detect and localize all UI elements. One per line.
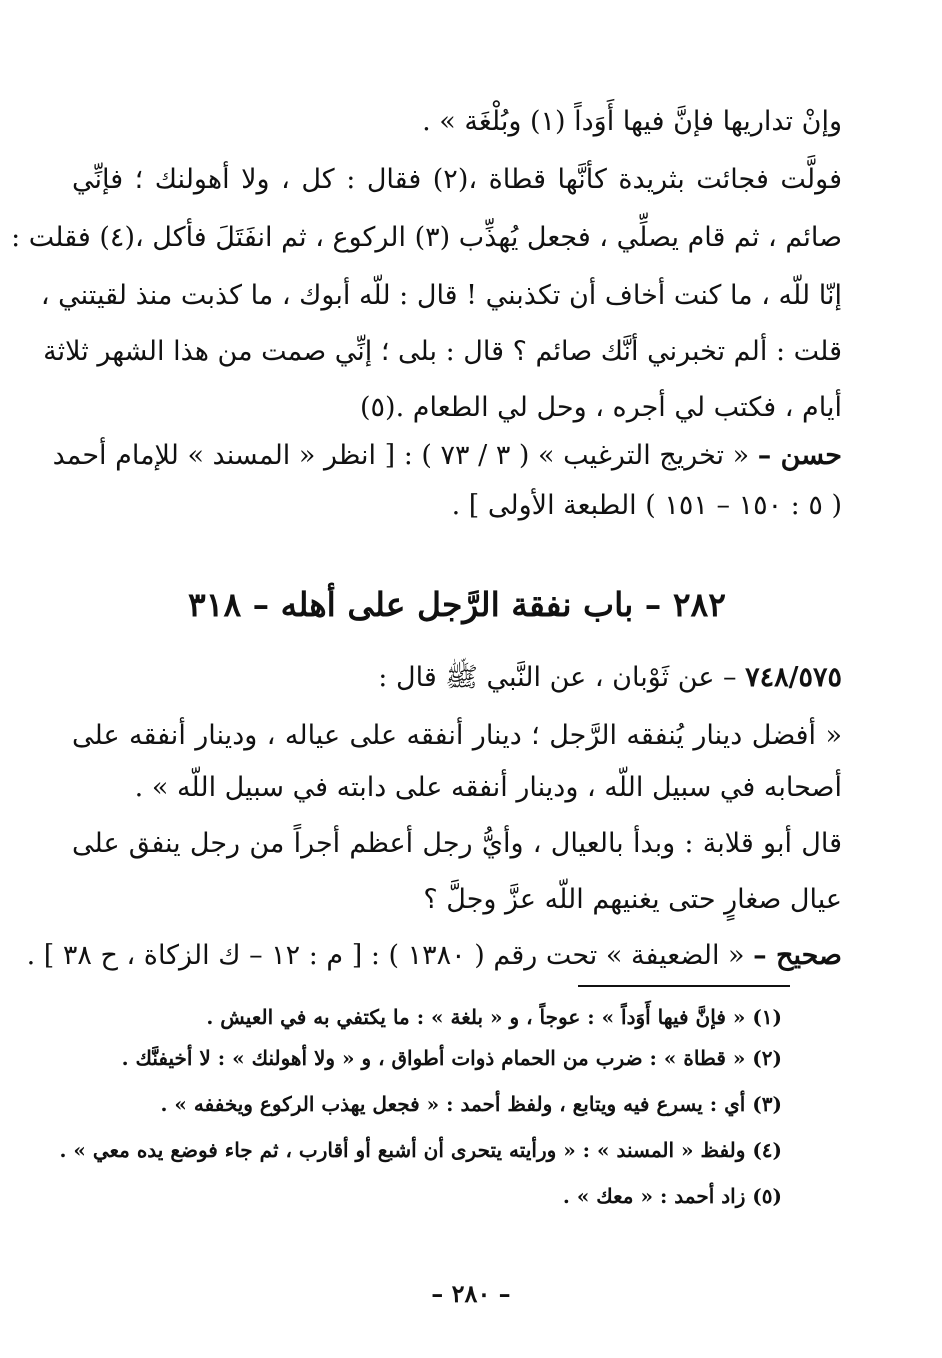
text-line: « أفضل دينار يُنفقه الرَّجل ؛ دينار أنفقه على عياله ، ودينار أنفقه على bbox=[72, 720, 842, 751]
text-line: فولَّت فجائت بثريدة كأنَّها قطاة ،(٢) فقال : كل ، ولا أهولنك ؛ فإنِّي bbox=[72, 164, 842, 195]
footnote: (٢) « قطاة » : ضرب من الحمام ذوات أطواق ، و « ولا أهولنك » : لا أخيفنَّك . bbox=[121, 1046, 782, 1070]
footnote: (٥) زاد أحمد : « معك » . bbox=[562, 1184, 782, 1208]
text-line: أصحابه في سبيل اللّه ، ودينار أنفقه على دابته في سبيل اللّه » . bbox=[134, 772, 842, 803]
text-line: أيام ، فكتب لي أجره ، وحل لي الطعام .(٥) bbox=[359, 392, 842, 423]
text-line: عيال صغارٍ حتى يغنيهم اللّه عزَّ وجلَّ ؟ bbox=[423, 884, 842, 915]
text-line: صائم ، ثم قام يصلِّي ، فجعل يُهذِّب (٣) الركوع ، ثم انفَتَلَ فأكل ،(٤) فقلت : bbox=[11, 222, 842, 253]
footnote: (٣) أي : يسرع فيه ويتابع ، ولفظ أحمد : « فجعل يهذب الركوع ويخففه » . bbox=[160, 1092, 782, 1116]
page-number: – ٢٨٠ – bbox=[431, 1279, 511, 1308]
text-line: إنّا للّه ، ما كنت أخاف أن تكذبني ! قال : للّه أبوك ، ما كذبت منذ لقيتني ، bbox=[40, 280, 842, 311]
text-line: وإنْ تداريها فإنَّ فيها أَوَداً (١) وبُلْغَة » . bbox=[422, 106, 842, 137]
grade-source: « الضعيفة » تحت رقم ( ١٣٨٠ ) : [ م : ١٢ – ك الزكاة ، ح ٣٨ ] . bbox=[26, 940, 745, 971]
footnote: (١) « فإنَّ فيها أَوَداً » : عوجاً ، و « بلغة » : ما يكتفي به في العيش . bbox=[206, 1005, 782, 1029]
hadith-intro-line bbox=[72, 652, 842, 704]
text-line: قلت : ألم تخبرني أنَّك صائم ؟ قال : بلى ؛ إنِّي صمت من هذا الشهر ثلاثة bbox=[43, 336, 842, 367]
chapter-heading: ٢٨٢ – باب نفقة الرَّجل على أهله – ٣١٨ bbox=[188, 585, 726, 624]
hadith-chain: – عن ثَوْبان ، عن النَّبي ﷺ قال : bbox=[378, 662, 737, 693]
footnote-divider bbox=[578, 985, 790, 987]
grading-line-2: ( ٥ : ١٥٠ – ١٥١ ) الطبعة الأولى ] . bbox=[451, 490, 842, 521]
grade-source: « تخريج الترغيب » ( ٣ / ٧٣ ) : [ انظر « المسند » للإمام أحمد bbox=[52, 440, 750, 471]
footnote: (٤) ولفظ « المسند » : « ورأيته يتحرى أن أشبع أو أقارب ، ثم جاء فوضع يده معي » . bbox=[59, 1138, 782, 1162]
grading-line bbox=[52, 430, 842, 482]
grade-label: حسن – bbox=[757, 440, 842, 471]
hadith-number: ٧٤٨/٥٧٥ bbox=[745, 662, 842, 693]
grade-label: صحيح – bbox=[753, 940, 842, 971]
grading-line bbox=[26, 930, 842, 982]
text-line: قال أبو قلابة : وبدأ بالعيال ، وأيُّ رجل أعظم أجراً من رجل ينفق على bbox=[72, 828, 842, 859]
